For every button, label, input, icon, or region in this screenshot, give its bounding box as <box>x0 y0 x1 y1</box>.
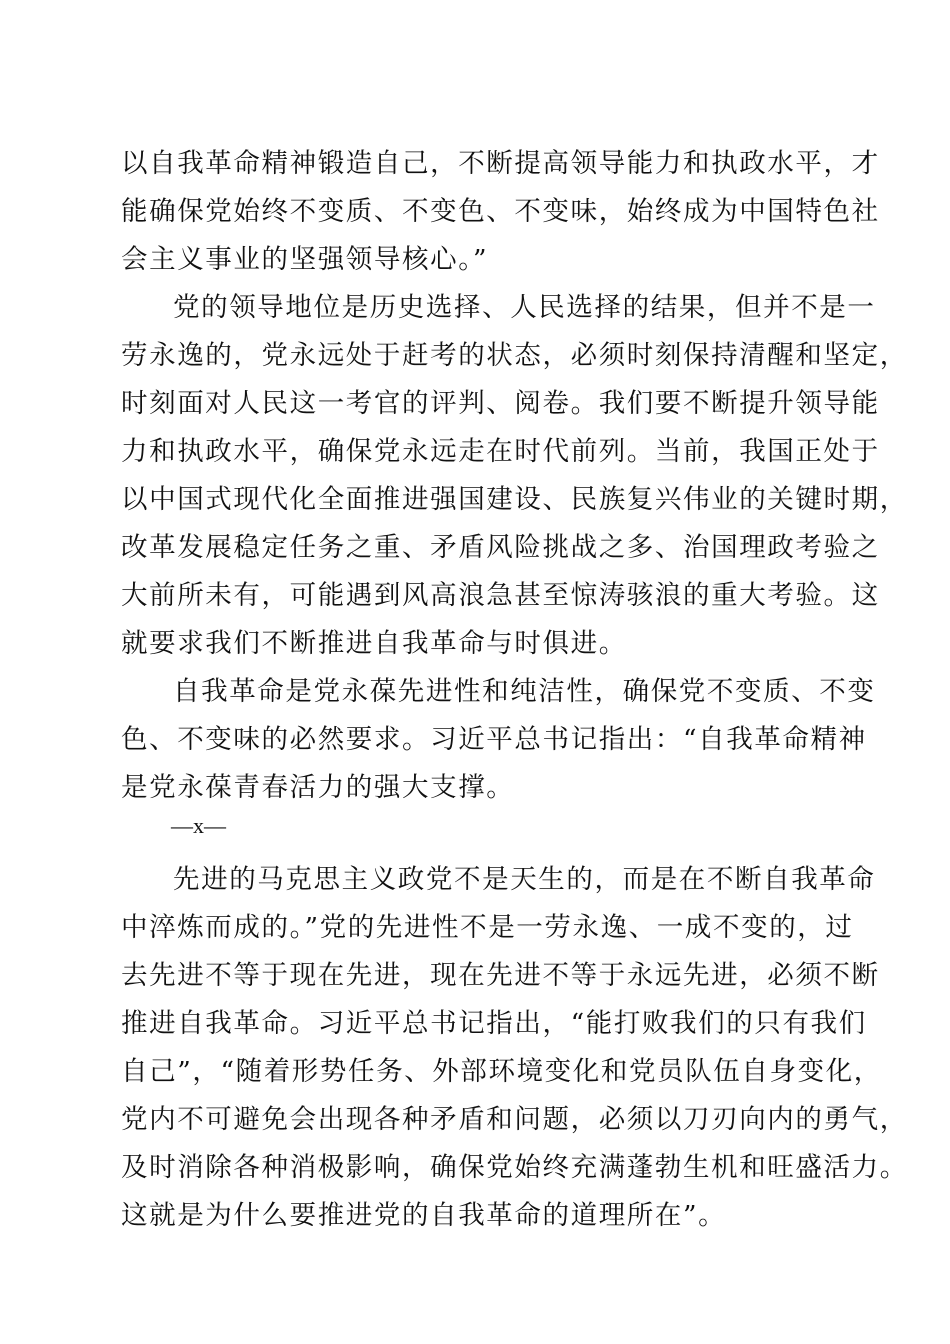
text-line: 先进的马克思主义政党不是天生的，而是在不断自我革命 <box>173 864 876 895</box>
text-line: 去先进不等于现在先进，现在先进不等于永远先进，必须不断 <box>121 960 880 991</box>
text-line: 这就是为什么要推进党的自我革命的道理所在”。 <box>121 1200 727 1231</box>
text-line: 就要求我们不断推进自我革命与时俱进。 <box>121 628 627 659</box>
text-line: 以中国式现代化全面推进强国建设、民族复兴伟业的关键时期， <box>121 484 908 515</box>
text-line: 劳永逸的，党永远处于赶考的状态，必须时刻保持清醒和坚定， <box>121 340 908 371</box>
text-line: 大前所未有，可能遇到风高浪急甚至惊涛骇浪的重大考验。这 <box>121 580 880 611</box>
text-line: 推进自我革命。习近平总书记指出，“能打败我们的只有我们 <box>121 1008 867 1039</box>
text-line: 改革发展稳定任务之重、矛盾风险挑战之多、治国理政考验之 <box>121 532 880 563</box>
text-line: 力和执政水平，确保党永远走在时代前列。当前，我国正处于 <box>121 436 880 467</box>
text-line: 及时消除各种消极影响，确保党始终充满蓬勃生机和旺盛活力。 <box>121 1152 908 1183</box>
text-line: 以自我革命精神锻造自己，不断提高领导能力和执政水平，才 <box>121 148 880 179</box>
text-line: 党内不可避免会出现各种矛盾和问题，必须以刀刃向内的勇气， <box>121 1104 908 1135</box>
text-line: 自己”，“随着形势任务、外部环境变化和党员队伍自身变化， <box>121 1056 882 1087</box>
text-line: 中淬炼而成的。”党的先进性不是一劳永逸、一成不变的，过 <box>121 912 854 943</box>
text-line: 自我革命是党永葆先进性和纯洁性，确保党不变质、不变 <box>173 676 876 707</box>
text-line: 会主义事业的坚强领导核心。” <box>121 244 489 275</box>
text-line: 是党永葆青春活力的强大支撑。 <box>121 772 515 803</box>
text-line: 色、不变味的必然要求。习近平总书记指出：“自我革命精神 <box>121 724 867 755</box>
text-line: 能确保党始终不变质、不变色、不变味，始终成为中国特色社 <box>121 196 880 227</box>
text-line: 时刻面对人民这一考官的评判、阅卷。我们要不断提升领导能 <box>121 388 880 419</box>
section-divider: —x— <box>171 813 226 838</box>
text-line: 党的领导地位是历史选择、人民选择的结果，但并不是一 <box>173 292 876 323</box>
